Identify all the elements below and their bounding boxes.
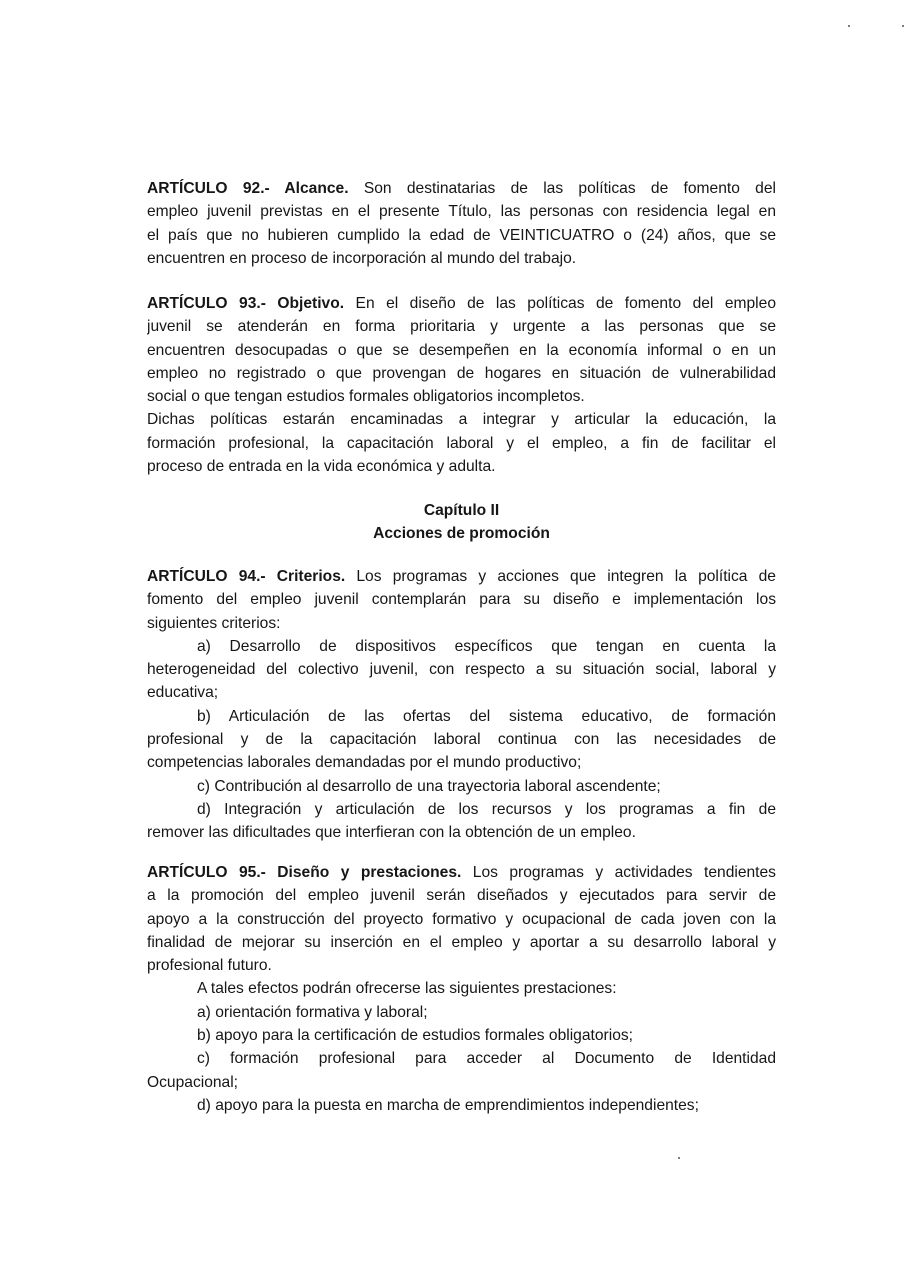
line-text: profesional futuro. <box>147 957 272 975</box>
line-text: profesional y de la capacitación laboral continua con las necesidades de <box>147 731 776 749</box>
line-text: a) orientación formativa y laboral; <box>197 1003 428 1021</box>
line-text: juvenil se atenderán en forma prioritaria y urgente a las personas que se <box>147 318 776 336</box>
article-94 <box>147 565 776 845</box>
text-line <box>147 1024 776 1047</box>
text-line <box>147 1001 776 1024</box>
line-text: finalidad de mejorar su inserción en el empleo y aportar a su desarrollo laboral y <box>147 933 776 951</box>
line-text: empleo juvenil previstas en el presente Título, las personas con residencia legal en <box>147 203 776 221</box>
text-line <box>147 1047 776 1070</box>
article-93 <box>147 292 776 478</box>
line-text: Capítulo II <box>423 502 500 519</box>
text-line <box>147 339 776 362</box>
heading-line <box>147 499 776 522</box>
line-text: heterogeneidad del colectivo juvenil, con respecto a su situación social, laboral y <box>147 661 776 679</box>
line-text: b) apoyo para la certificación de estudios formales obligatorios; <box>197 1027 633 1045</box>
line-text: remover las dificultades que interfieran con la obtención de un empleo. <box>147 824 636 842</box>
line-text: A tales efectos podrán ofrecerse las siguientes prestaciones: <box>197 980 617 998</box>
line-text: siguientes criterios: <box>147 614 281 632</box>
text-line <box>147 315 776 338</box>
article-heading: ARTÍCULO 92.- Alcance. <box>147 180 349 197</box>
line-text: social o que tengan estudios formales obligatorios incompletos. <box>147 388 585 406</box>
text-line <box>147 635 776 658</box>
text-line <box>147 455 776 478</box>
line-text: educativa; <box>147 684 219 702</box>
line-text: apoyo a la construcción del proyecto formativo y ocupacional de cada joven con la <box>147 910 776 928</box>
article-heading: ARTÍCULO 93.- Objetivo. <box>147 295 345 312</box>
line-text: a) Desarrollo de dispositivos específicos que tengan en cuenta la <box>197 637 776 655</box>
text-line <box>147 385 776 408</box>
chapter-heading <box>147 499 776 546</box>
text-line <box>147 954 776 977</box>
text-line <box>147 1094 776 1117</box>
line-text: Ocupacional; <box>147 1073 239 1091</box>
line-text: encuentren en proceso de incorporación al mundo del trabajo. <box>147 249 577 267</box>
text-line <box>147 977 776 1000</box>
text-line <box>147 821 776 844</box>
text-line <box>147 908 776 931</box>
line-text: En el diseño de las políticas de fomento del empleo <box>344 295 776 312</box>
line-text: c) formación profesional para acceder al Documento de Identidad <box>197 1050 776 1068</box>
article-heading: ARTÍCULO 94.- Criterios. <box>147 568 346 585</box>
line-text: fomento del empleo juvenil contemplarán para su diseño e implementación los <box>147 591 776 609</box>
text-line <box>147 775 776 798</box>
text-line <box>147 177 776 200</box>
text-line <box>147 1071 776 1094</box>
line-text: competencias laborales demandadas por el mundo productivo; <box>147 754 582 772</box>
line-text: Acciones de promoción <box>373 525 550 543</box>
line-text: Los programas y actividades tendientes <box>461 864 776 881</box>
scan-speck <box>902 25 904 27</box>
line-text: proceso de entrada en la vida económica y adulta. <box>147 458 496 476</box>
text-line <box>147 861 776 884</box>
text-line <box>147 798 776 821</box>
text-line <box>147 681 776 704</box>
line-text: b) Articulación de las ofertas del sistema educativo, de formación <box>197 707 776 725</box>
line-text: Los programas y acciones que integren la política de <box>345 568 776 585</box>
article-95 <box>147 861 776 1117</box>
text-line <box>147 292 776 315</box>
text-line <box>147 432 776 455</box>
line-text: encuentren desocupadas o que se desempeñen en la economía informal o en un <box>147 341 776 359</box>
line-text: Dichas políticas estarán encaminadas a integrar y articular la educación, la <box>147 411 776 429</box>
text-line <box>147 728 776 751</box>
line-text: a la promoción del empleo juvenil serán diseñados y ejecutados para servir de <box>147 887 776 905</box>
text-line <box>147 588 776 611</box>
text-line <box>147 247 776 270</box>
text-line <box>147 658 776 681</box>
line-text: d) Integración y articulación de los recursos y los programas a fin de <box>197 800 776 818</box>
text-line <box>147 200 776 223</box>
line-text: d) apoyo para la puesta en marcha de emprendimientos independientes; <box>197 1096 699 1114</box>
line-text: empleo no registrado o que provengan de hogares en situación de vulnerabilidad <box>147 364 776 382</box>
line-text: formación profesional, la capacitación laboral y el empleo, a fin de facilitar el <box>147 434 776 452</box>
text-line <box>147 408 776 431</box>
text-line <box>147 931 776 954</box>
line-text: Son destinatarias de las políticas de fomento del <box>348 180 776 197</box>
line-text: el país que no hubieren cumplido la edad de VEINTICUATRO o (24) años, que se <box>147 226 776 244</box>
text-line <box>147 751 776 774</box>
heading-line <box>147 522 776 545</box>
text-line <box>147 884 776 907</box>
text-line <box>147 362 776 385</box>
text-line <box>147 565 776 588</box>
text-line <box>147 224 776 247</box>
line-text: c) Contribución al desarrollo de una trayectoria laboral ascendente; <box>197 777 661 795</box>
scan-speck <box>848 25 850 27</box>
scan-speck <box>678 1157 680 1159</box>
article-92 <box>147 177 776 270</box>
text-line <box>147 705 776 728</box>
article-heading: ARTÍCULO 95.- Diseño y prestaciones. <box>147 864 462 881</box>
text-line <box>147 612 776 635</box>
